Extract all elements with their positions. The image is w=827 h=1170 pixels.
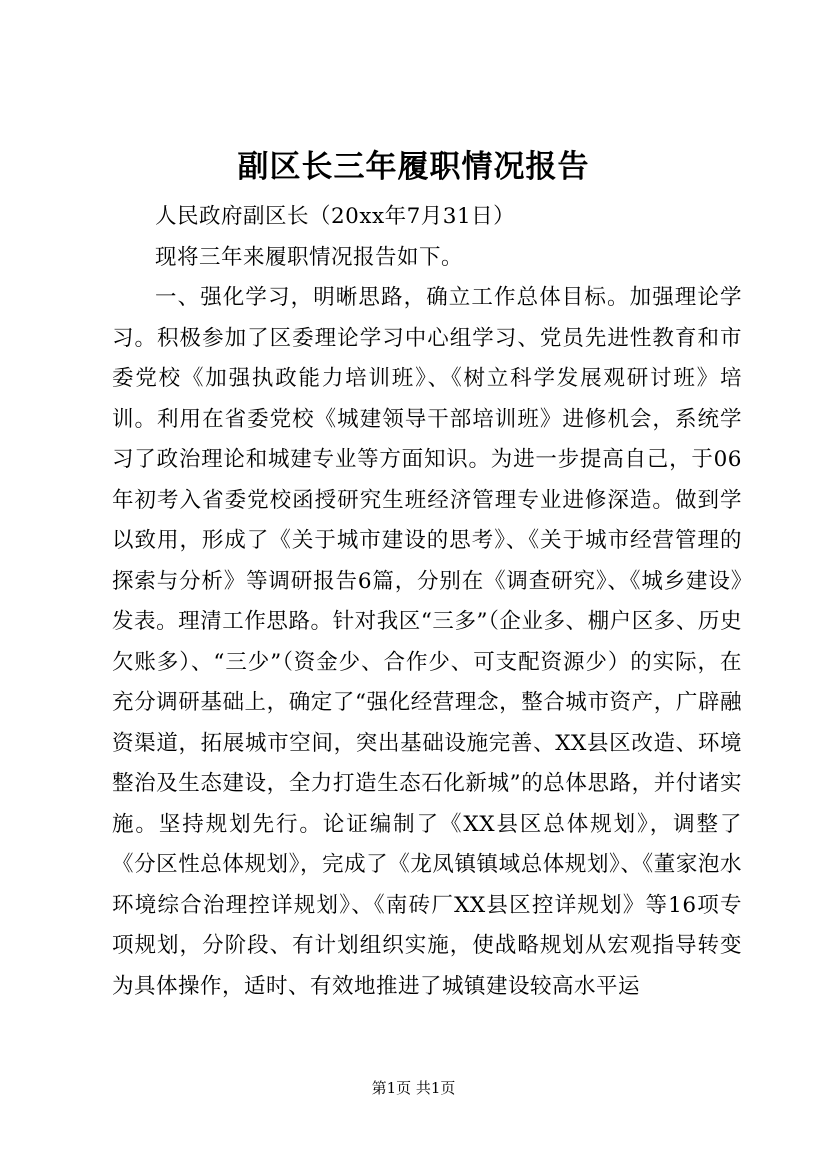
document-title: 副区长三年履职情况报告 <box>237 149 590 185</box>
section-1-paragraph: 一、强化学习，明晰思路，确立工作总体目标。加强理论学习。积极参加了区委理论学习中心组学习、党员先进性教育和市委党校《加强执政能力培训班》、《树立科学发展观研讨班》培训。利用在省委党校《城建领导干部培训班》进修机会，系统学习了政治理论和城建专业等方面知识。为进一步提高自己，于06年初考入省委党校函授研究生班经济管理专业进修深造。做到学以致用，形成了《关于城市建设的思考》、《关于城市经营管理的探索与分析》等调研报告6篇，分别在《调查研究》、《城乡建设》发表。理清工作思路。针对我区“三多”（企业多、棚户区多、历史欠账多）、“三少”（资金少、合作少、可支配资源少）的实际，在充分调研基础上，确定了“强化经营理念，整合城市资产，广辟融资渠道，拓展城市空间，突出基础设施完善、XX县区改造、环境整治及生态建设，全力打造生态石化新城”的总体思路，并付诸实施。坚持规划先行。论证编制了《XX县区总体规划》，调整了《分区性总体规划》，完成了《龙凤镇镇域总体规划》、《董家泡水环境综合治理控详规划》、《南砖厂XX县区控详规划》等16项专项规划，分阶段、有计划组织实施，使战略规划从宏观指导转变为具体操作，适时、有效地推进了城镇建设较高水平运 <box>112 285 742 999</box>
author-line: 人民政府副区长（20xx年7月31日） <box>155 204 516 229</box>
page-footer: 第1页 共1页 <box>371 1079 456 1097</box>
intro-paragraph: 现将三年来履职情况报告如下。 <box>155 244 464 270</box>
document-body <box>112 197 742 1007</box>
